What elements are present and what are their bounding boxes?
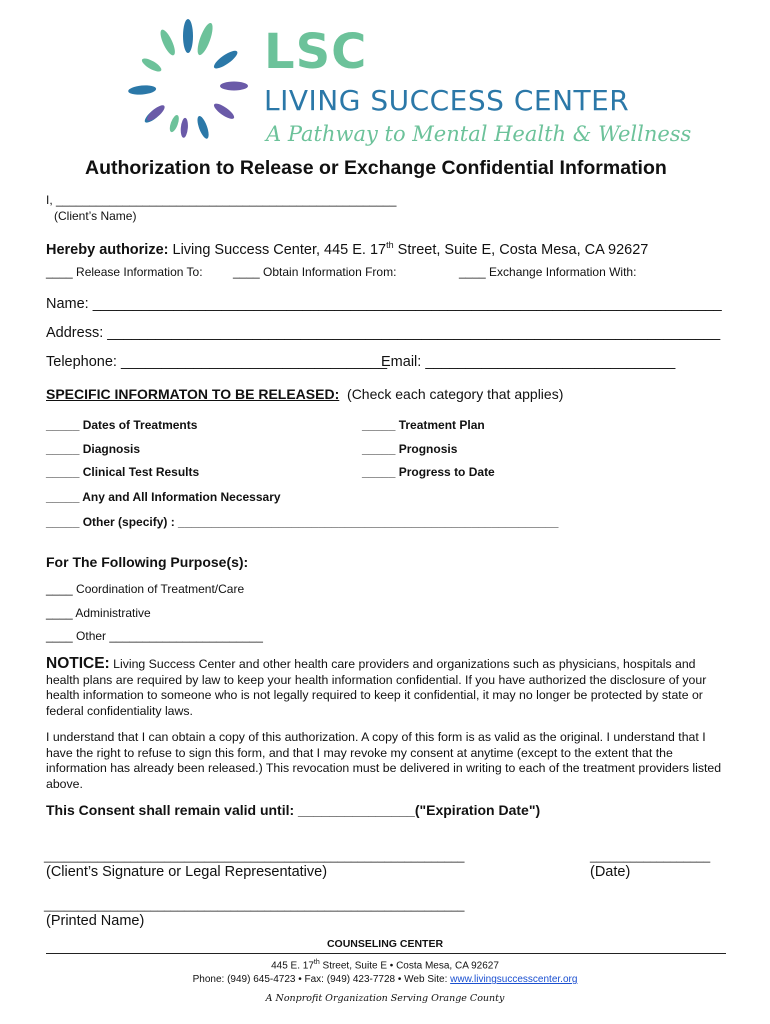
category-dates-of-treatments[interactable]: _____ Dates of Treatments	[46, 418, 198, 432]
specific-section-header	[46, 386, 563, 402]
category-treatment-plan[interactable]: _____ Treatment Plan	[362, 418, 485, 432]
page-title: Authorization to Release or Exchange Confidential Information	[85, 157, 667, 179]
purpose-heading: For The Following Purpose(s):	[46, 554, 249, 570]
client-name-field[interactable]: I, ___________________________________________________	[46, 193, 397, 207]
notice-label: NOTICE:	[46, 655, 110, 672]
footer-address-b: Street, Suite E • Costa Mesa, CA 92627	[319, 960, 499, 972]
printed-name-line[interactable]: _______________________________________________________________	[44, 898, 465, 912]
notice-paragraph	[46, 656, 726, 719]
specific-heading: SPECIFIC INFORMATON TO BE RELEASED:	[46, 386, 340, 402]
telephone-field[interactable]: Telephone: _________________________________	[46, 354, 388, 370]
specific-note: (Check each category that applies)	[347, 386, 564, 402]
understand-paragraph: I understand that I can obtain a copy of this authorization. A copy of this form is as valid as the original. I understand that I have the right to refuse to sign this form, and that I may revoke my consent at anytime (except to the extent that the information has already been released.) This revocation must be delivered in writing to each of the treatment providers listed above.	[46, 730, 722, 791]
category-diagnosis[interactable]: _____ Diagnosis	[46, 442, 141, 456]
logo-name: LIVING SUCCESS CENTER	[264, 84, 630, 117]
email-field[interactable]: Email: _______________________________	[381, 354, 676, 370]
date-line[interactable]: __________________	[590, 849, 711, 863]
authorize-text-a: Living Success Center, 445 E. 17	[168, 241, 387, 258]
category-progress-to-date[interactable]: _____ Progress to Date	[362, 465, 495, 479]
consent-expiration[interactable]: This Consent shall remain valid until: _______________("Expiration Date")	[46, 802, 541, 818]
footer-heading: COUNSELING CENTER	[326, 938, 444, 950]
footer-contact-text: Phone: (949) 645-4723 • Fax: (949) 423-7728 • Web Site:	[192, 974, 451, 985]
address-field[interactable]: Address: ____________________________________________________________________________	[46, 325, 721, 341]
release-option-to[interactable]: ____ Release Information To:	[46, 265, 203, 279]
footer-address-a: 445 E. 17	[271, 960, 314, 972]
authorize-sup: th	[386, 240, 394, 250]
release-option-exchange[interactable]: ____ Exchange Information With:	[459, 265, 637, 279]
category-clinical-test-results[interactable]: _____ Clinical Test Results	[46, 465, 200, 479]
client-name-caption: (Client’s Name)	[54, 209, 137, 223]
notice-text: Living Success Center and other health care providers and organizations such as physicians, hospitals and health plans are required by law to keep your health information confidential. If you have authorized the disclosure of your health information to someone who is not legally required to keep it confidential, it may no longer be protected by state or federal confidentiality laws.	[46, 657, 707, 718]
name-field[interactable]: Name: ______________________________________________________________________________	[46, 296, 722, 312]
footer-address-sup: th	[313, 959, 320, 966]
release-option-from[interactable]: ____ Obtain Information From:	[233, 265, 397, 279]
printed-name-caption: (Printed Name)	[46, 913, 145, 929]
signature-line[interactable]: _______________________________________________________________	[44, 849, 465, 863]
authorize-label: Hereby authorize:	[46, 241, 169, 258]
authorize-line	[46, 240, 648, 258]
category-other-specify[interactable]: _____ Other (specify) : _________________________________________________________	[46, 515, 559, 529]
footer-divider	[46, 953, 726, 954]
footer-address	[0, 959, 770, 971]
footer-contact	[0, 974, 770, 985]
purpose-coordination[interactable]: ____ Coordination of Treatment/Care	[46, 582, 245, 596]
purpose-other[interactable]: ____ Other _______________________	[46, 629, 263, 643]
date-caption: (Date)	[590, 864, 631, 880]
lsc-logo-icon	[118, 14, 258, 154]
logo-tagline: A Pathway to Mental Health & Wellness	[266, 122, 692, 146]
purpose-administrative[interactable]: ____ Administrative	[46, 606, 151, 620]
category-prognosis[interactable]: _____ Prognosis	[362, 442, 458, 456]
footer-tagline: A Nonprofit Organization Serving Orange County	[265, 993, 505, 1004]
category-any-and-all[interactable]: _____ Any and All Information Necessary	[46, 490, 281, 504]
authorize-text-b: Street, Suite E, Costa Mesa, CA 92627	[393, 241, 649, 258]
logo-acronym: LSC	[264, 24, 368, 80]
signature-caption: (Client’s Signature or Legal Representative)	[46, 864, 328, 880]
footer-website-link[interactable]: www.livingsuccesscenter.org	[450, 974, 578, 985]
